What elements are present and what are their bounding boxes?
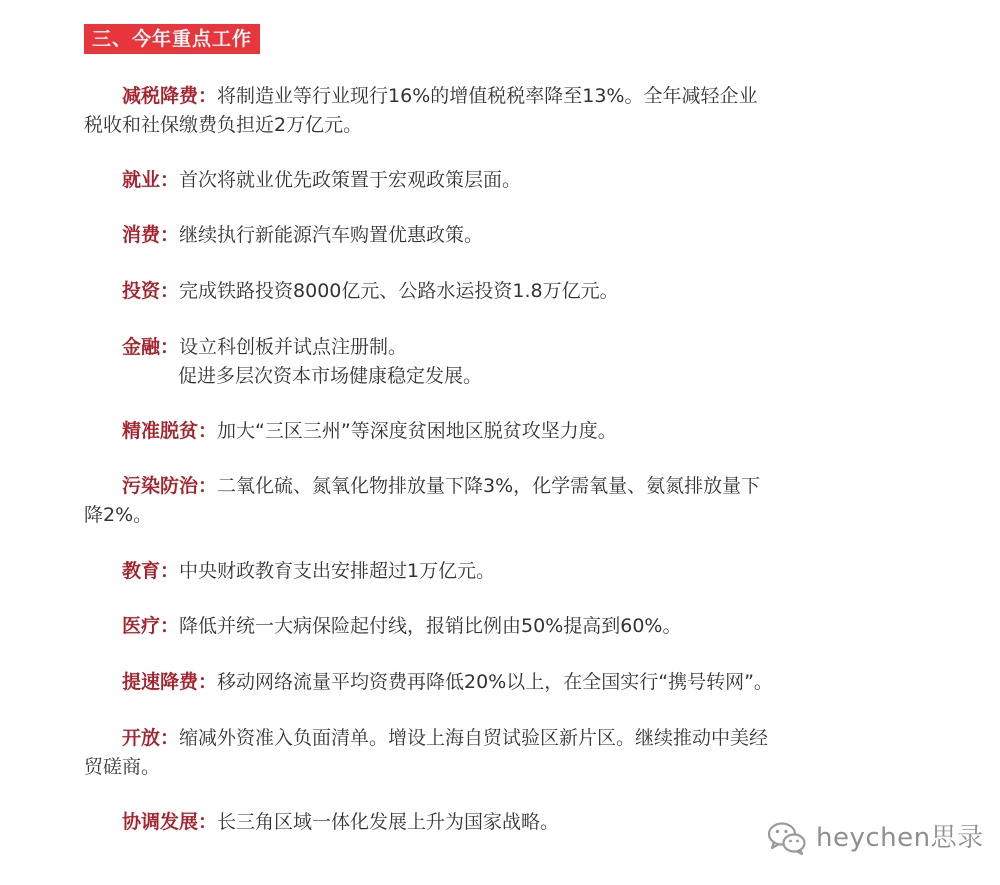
item-label: 就业： xyxy=(122,169,180,191)
watermark xyxy=(766,818,984,858)
item-label: 医疗： xyxy=(122,615,180,637)
item-investment xyxy=(84,277,774,306)
item-speed-fee xyxy=(84,668,774,697)
item-coordinated-development xyxy=(84,808,774,837)
section-title: 三、今年重点工作 xyxy=(84,24,260,54)
item-label: 协调发展： xyxy=(122,811,218,833)
watermark-text: heychen思录 xyxy=(816,823,984,853)
item-label: 投资： xyxy=(122,280,180,302)
item-text: 降低并统一大病保险起付线，报销比例由50%提高到60%。 xyxy=(179,615,682,637)
item-label: 提速降费： xyxy=(122,671,218,693)
item-pollution xyxy=(84,472,774,530)
item-label: 开放： xyxy=(122,727,180,749)
item-label: 消费： xyxy=(122,224,180,246)
item-employment xyxy=(84,166,774,195)
item-medical xyxy=(84,612,774,641)
item-text: 二氧化硫、氮氧化物排放量下降3%，化学需氧量、氨氮排放量下降2%。 xyxy=(84,475,761,526)
item-label: 金融： xyxy=(122,336,180,358)
item-tax-reduction xyxy=(84,82,774,140)
item-label: 减税降费： xyxy=(122,85,218,107)
item-finance xyxy=(84,333,774,391)
item-opening xyxy=(84,724,774,782)
item-text: 移动网络流量平均资费再降低20%以上，在全国实行“携号转网”。 xyxy=(217,671,773,693)
item-text: 缩减外资准入负面清单。增设上海自贸试验区新片区。继续推动中美经贸磋商。 xyxy=(84,727,769,778)
item-text: 设立科创板并试点注册制。 xyxy=(179,336,408,358)
wechat-icon xyxy=(766,820,808,856)
item-education xyxy=(84,557,774,586)
item-poverty xyxy=(84,417,774,446)
item-text: 首次将就业优先政策置于宏观政策层面。 xyxy=(179,169,522,191)
item-text: 长三角区域一体化发展上升为国家战略。 xyxy=(217,811,560,833)
item-text: 中央财政教育支出安排超过1万亿元。 xyxy=(179,560,496,582)
item-text-secondary: 促进多层次资本市场健康稳定发展。 xyxy=(178,365,483,387)
item-consumption xyxy=(84,221,774,250)
item-text: 将制造业等行业现行16%的增值税税率降至13%。全年减轻企业税收和社保缴费负担近2万亿元。 xyxy=(84,85,758,136)
item-label: 污染防治： xyxy=(122,475,218,497)
item-text: 完成铁路投资8000亿元、公路水运投资1.8万亿元。 xyxy=(179,280,619,302)
item-text: 加大“三区三州”等深度贫困地区脱贫攻坚力度。 xyxy=(217,420,617,442)
item-text: 继续执行新能源汽车购置优惠政策。 xyxy=(179,224,484,246)
item-label: 教育： xyxy=(122,560,180,582)
item-label: 精准脱贫： xyxy=(122,420,218,442)
